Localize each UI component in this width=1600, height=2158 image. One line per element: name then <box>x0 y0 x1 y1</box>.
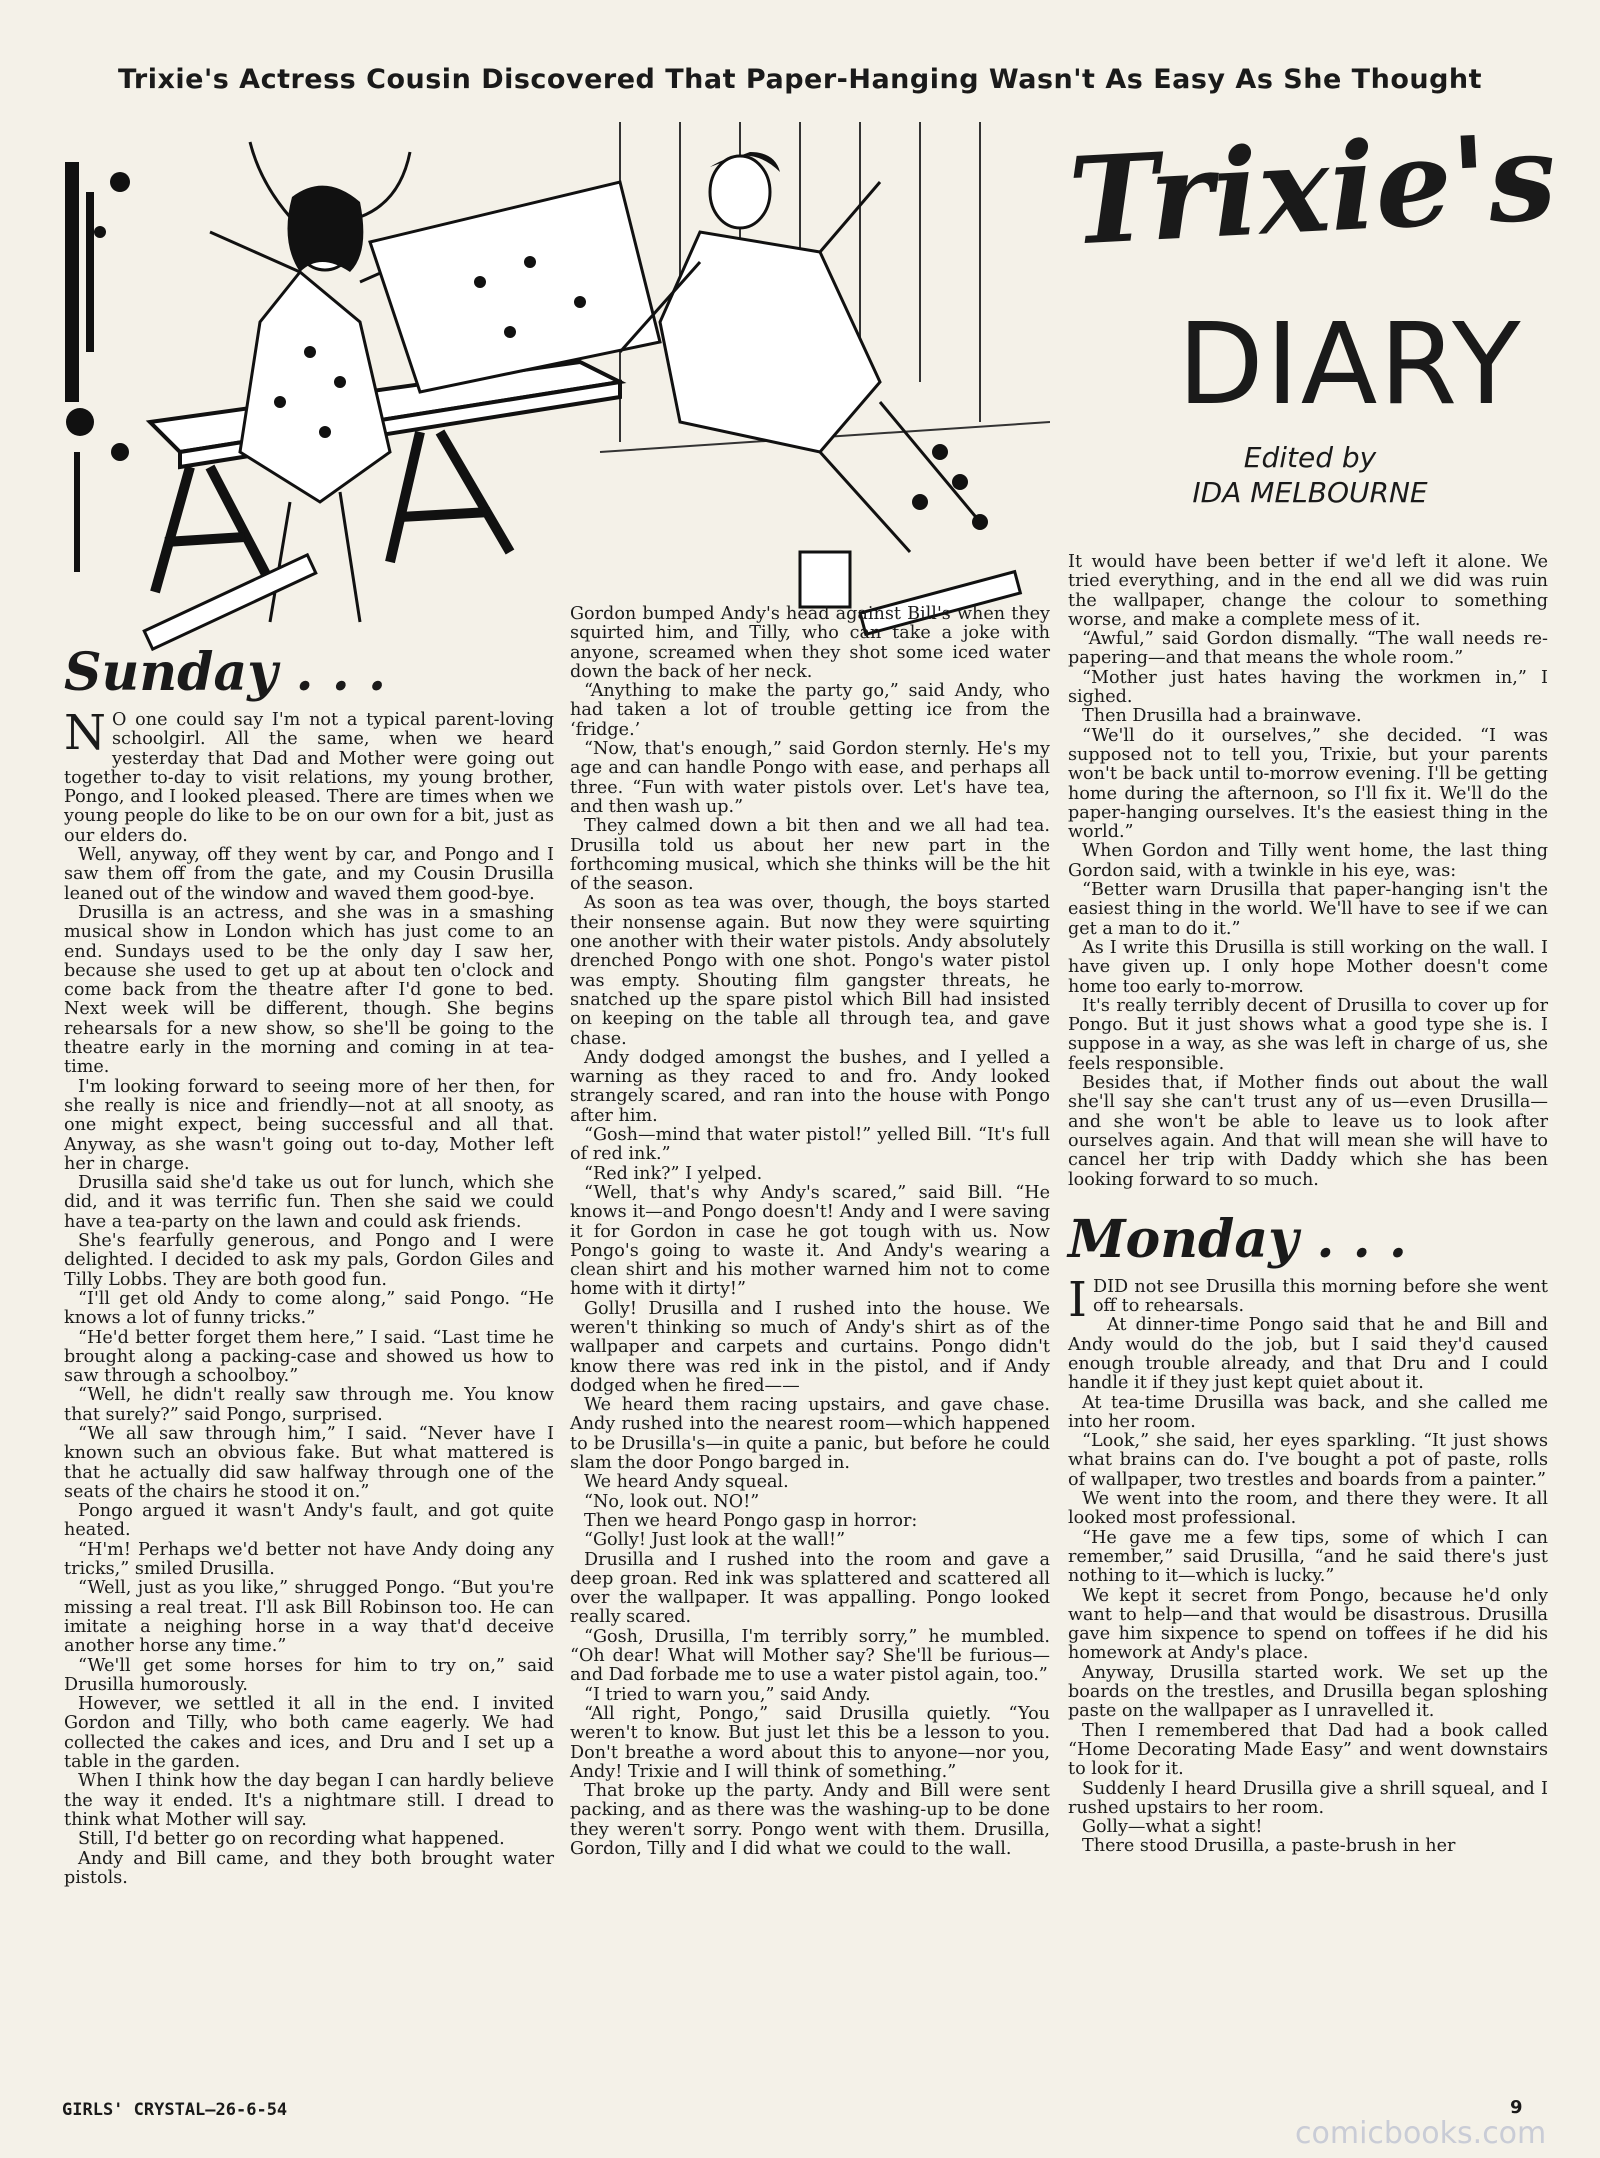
watermark: comicbooks.com <box>1295 2116 1547 2151</box>
paragraph: “Anything to make the party go,” said Andy, who had taken a lot of trouble getting ice from the ‘fridge.’ <box>570 681 1050 740</box>
paragraph: At tea-time Drusilla was back, and she called me into her room. <box>1068 1392 1548 1432</box>
paragraph: Golly! Drusilla and I rushed into the house. We weren't thinking so much of Andy's shirt as of the wallpaper and carpets and curtains. Pongo didn't know there was red ink in the pistol, and if Andy dodged when he fired—— <box>570 1298 1050 1396</box>
paragraph: There stood Drusilla, a paste-brush in her <box>1082 1836 1456 1857</box>
paragraph: That broke up the party. Andy and Bill were sent packing, and as there was the washing-up to be done they weren't sorry. Pongo went with them. Drusilla, Gordon, Tilly and I did what we could to the wall. <box>570 1781 1050 1859</box>
title-diary: DIARY <box>1177 300 1523 430</box>
paragraph: They calmed down a bit then and we all had tea. Drusilla told us about her new part in the forthcoming musical, which she thinks will be the hit of the season. <box>570 816 1050 895</box>
headline: Trixie's Actress Cousin Discovered That Paper-Hanging Wasn't As Easy As She Thought <box>117 64 1483 95</box>
paragraph: We heard them racing upstairs, and gave chase. Andy rushed into the nearest room—which happened to be Drusilla's—in quite a panic, but before he could slam the door Pongo barged in. <box>570 1395 1050 1474</box>
paragraph: “Awful,” said Gordon dismally. “The wall needs re-papering—and that means the whole room.” <box>1068 629 1548 669</box>
paragraph: At dinner-time Pongo said that he and Bill and Andy would do the job, but I said they'd caused enough trouble already, and that Dru and I could handle it if they just kept quiet about it. <box>1068 1315 1548 1394</box>
paragraph: As soon as tea was over, though, the boys started their nonsense again. But now they were squirting one another with their water pistols. Andy absolutely drenched Pongo with one shot. Pongo's water pistol was empty. Shouting film gangster threats, he snatched up the spare pistol which Bill had insisted on keeping on the table all through tea, and gave chase. <box>570 893 1050 1049</box>
paragraph: It would have been better if we'd left it alone. We tried everything, and in the end all we did was ruin the wallpaper, change the colour to something worse, and make a complete mess of it. <box>1068 552 1548 630</box>
paragraph: Well, anyway, off they went by car, and Pongo and I saw them off from the gate, and my Cousin Drusilla leaned out of the window and waved them good-bye. <box>64 845 554 904</box>
paragraph: Golly—what a sight! <box>1082 1817 1263 1838</box>
paragraph: “All right, Pongo,” said Drusilla quietly. “You weren't to know. But just let this be a lesson to you. Don't breathe a word about this to anyone—nor you, Andy! Trixie and I will think of something.” <box>570 1703 1050 1782</box>
paragraph: Then I remembered that Dad had a book called “Home Decorating Made Easy” and went downstairs to look for it. <box>1068 1720 1548 1780</box>
paragraph: We kept it secret from Pongo, because he'd only want to help—and that would be disastrous. Drusilla gave him sixpence to spend on toffees if he did his homework at Andy's place. <box>1068 1585 1548 1664</box>
title-script: Trixie's <box>1065 106 1560 273</box>
story-illustration <box>60 122 1050 662</box>
paragraph: N O one could say I'm not a typical parent-loving schoolgirl. All the same, when we heard yesterday that Dad and Mother were going out together to-day to visit relations, my young brother, Pongo, and I looked pleased. There are times when we young people do like to be on our own for a bit, just as our elders do. <box>64 705 554 846</box>
page-number: 9 <box>1510 2097 1523 2118</box>
paragraph: Drusilla said she'd take us out for lunch, which she did, and it was terrific fun. Then she said we could have a tea-party on the lawn and could ask friends. <box>64 1173 554 1232</box>
paragraph: Then Drusilla had a brainwave. <box>1082 706 1362 727</box>
paragraph: “No, look out. NO!” <box>584 1491 760 1512</box>
paragraph: Pongo argued it wasn't Andy's fault, and got quite heated. <box>64 1501 554 1541</box>
paragraph: “I tried to warn you,” said Andy. <box>584 1684 871 1705</box>
paragraph: She's fearfully generous, and Pongo and I were delighted. I decided to ask my pals, Gordon Giles and Tilly Lobbs. They are both good fun. <box>64 1231 554 1290</box>
drop-cap: I <box>1068 1271 1087 1328</box>
paragraph: Anyway, Drusilla started work. We set up the boards on the trestles, and Drusilla began sploshing paste on the wallpaper as I unravelled it. <box>1068 1662 1548 1722</box>
paragraph: Suddenly I heard Drusilla give a shrill squeal, and I rushed upstairs to her room. <box>1068 1778 1548 1818</box>
editor-name: IDA MELBOURNE <box>1192 476 1428 509</box>
monday-heading: Monday . . . <box>1068 1208 1407 1270</box>
magazine-footer: GIRLS' CRYSTAL—26-6-54 <box>62 2100 288 2120</box>
paragraph: “Now, that's enough,” said Gordon sternly. He's my age and can handle Pongo with ease, and perhaps all three. “Fun with water pistols over. Let's have tea, and then wash up.” <box>570 739 1050 817</box>
paragraph: It's really terribly decent of Drusilla to cover up for Pongo. But it just shows what a good type she is. I suppose in a way, as she was left in charge of us, she feels responsible. <box>1068 995 1548 1074</box>
paragraph: We heard Andy squeal. <box>584 1472 789 1493</box>
paragraph: “Well, that's why Andy's scared,” said Bill. “He knows it—and Pongo doesn't! Andy and I were saving it for Gordon in case he got tough with us. Now Pongo's going to waste it. And Andy's wearing a clean shirt and his mother warned him not to come home with it dirty!” <box>570 1182 1050 1300</box>
paragraph: “We'll do it ourselves,” she decided. “I was supposed not to tell you, Trixie, but your parents won't be back until to-morrow evening. I'll be getting home during the afternoon, so I'll fix it. We'll do the paper-hanging ourselves. It's the easiest thing in the world.” <box>1068 725 1548 843</box>
paragraph: “Well, he didn't really saw through me. You know that surely?” said Pongo, surprised. <box>64 1385 554 1425</box>
editor-credit <box>1120 440 1500 510</box>
paragraph: “Well, just as you like,” shrugged Pongo. “But you're missing a real treat. I'll ask Bill Robinson too. He can imitate a neighing horse in a way that'd deceive another horse any time.” <box>64 1578 554 1657</box>
paragraph: As I write this Drusilla is still working on the wall. I have given up. I only hope Mother doesn't come home too early to-morrow. <box>1068 937 1548 997</box>
paragraph: Besides that, if Mother finds out about the wall she'll say she can't trust any of us—even Drusilla—and she won't be able to leave us to look after ourselves again. And that will mean she will have to cancel her trip with Daddy which she has been looking forward to so much. <box>1068 1073 1548 1190</box>
paragraph: However, we settled it all in the end. I invited Gordon and Tilly, who both came eagerly. We had collected the cakes and ices, and Dru and I set up a table in the garden. <box>64 1694 554 1773</box>
paragraph: Gordon bumped Andy's head against Bill's when they squirted him, and Tilly, who can take a joke with anyone, screamed when they shot some iced water down the back of her neck. <box>570 604 1050 682</box>
paragraph: “Gosh—mind that water pistol!” yelled Bill. “It's full of red ink.” <box>570 1125 1050 1165</box>
edited-by: Edited by <box>1243 441 1377 474</box>
drop-cap: N <box>64 705 106 761</box>
paragraph: “I'll get old Andy to come along,” said Pongo. “He knows a lot of funny tricks.” <box>64 1288 554 1329</box>
paragraph: Still, I'd better go on recording what happened. <box>78 1829 505 1850</box>
paragraph: Drusilla is an actress, and she was in a smashing musical show in London which has just come to an end. Sundays used to be the only day I saw her, because she used to get up at about ten o'clock and come back from the theatre after I'd gone to bed. Next week will be different, though. She begins rehearsals for a new show, so she'll be going to the theatre early in the morning and coming in at tea-time. <box>64 902 554 1078</box>
paragraph: When I think how the day began I can hardly believe the way it ended. It's a nightmare still. I dread to think what Mother will say. <box>64 1771 554 1830</box>
column-3 <box>1068 553 1548 1857</box>
paragraph: “Mother just hates having the workmen in,” I sighed. <box>1068 667 1548 708</box>
paragraph: Drusilla and I rushed into the room and gave a deep groan. Red ink was splattered and scattered all over the wallpaper. It was appalling. Pongo looked really scared. <box>570 1549 1050 1628</box>
column-2 <box>570 605 1050 1859</box>
column-1 <box>64 642 554 1888</box>
paragraph: “We all saw through him,” I said. “Never have I known such an obvious fake. But what mattered is that he actually did saw halfway through one of the seats of the chairs he stood it on.” <box>64 1423 554 1502</box>
paragraph: We went into the room, and there they were. It all looked most professional. <box>1068 1489 1548 1529</box>
paragraph: “Gosh, Drusilla, I'm terribly sorry,” he mumbled. “Oh dear! What will Mother say? She'll be furious—and Dad forbade me to use a water pistol again, too.” <box>570 1626 1050 1686</box>
paragraph: When Gordon and Tilly went home, the last thing Gordon said, with a twinkle in his eye, was: <box>1068 841 1548 881</box>
paragraph: “He'd better forget them here,” I said. “Last time he brought along a packing-case and showed us how to saw through a schoolboy.” <box>64 1327 554 1387</box>
paragraph: “H'm! Perhaps we'd better not have Andy doing any tricks,” smiled Drusilla. <box>64 1539 554 1580</box>
paragraph: Andy and Bill came, and they both brought water pistols. <box>64 1848 554 1888</box>
paragraph: “Golly! Just look at the wall!” <box>584 1530 846 1551</box>
sunday-heading: Sunday . . . <box>64 642 387 703</box>
paragraph: “Look,” she said, her eyes sparkling. “It just shows what brains can do. I've bought a pot of paste, rolls of wallpaper, two trestles and boards from a painter.” <box>1068 1431 1548 1490</box>
paragraph: Then we heard Pongo gasp in horror: <box>584 1510 918 1531</box>
paragraph: “He gave me a few tips, some of which I can remember,” said Drusilla, “and he said there's just nothing to it—which is lucky.” <box>1068 1527 1548 1587</box>
paragraph: Andy dodged amongst the bushes, and I yelled a warning as they raced to and fro. Andy looked strangely scared, and ran into the house with Pongo after him. <box>570 1047 1050 1126</box>
paragraph: “Better warn Drusilla that paper-hanging isn't the easiest thing in the world. We'll have to see if we can get a man to do it.” <box>1068 880 1548 939</box>
paragraph: “We'll get some horses for him to try on,” said Drusilla humorously. <box>64 1655 554 1695</box>
paragraph: “Red ink?” I yelped. <box>584 1163 763 1184</box>
paragraph: IDID not see Drusilla this morning before she went off to rehearsals. <box>1068 1271 1548 1328</box>
paragraph: I'm looking forward to seeing more of her then, for she really is nice and friendly—not at all snooty, as one might expect, being successful and all that. Anyway, as she wasn't going out to-day, Mother left her in charge. <box>64 1076 554 1174</box>
